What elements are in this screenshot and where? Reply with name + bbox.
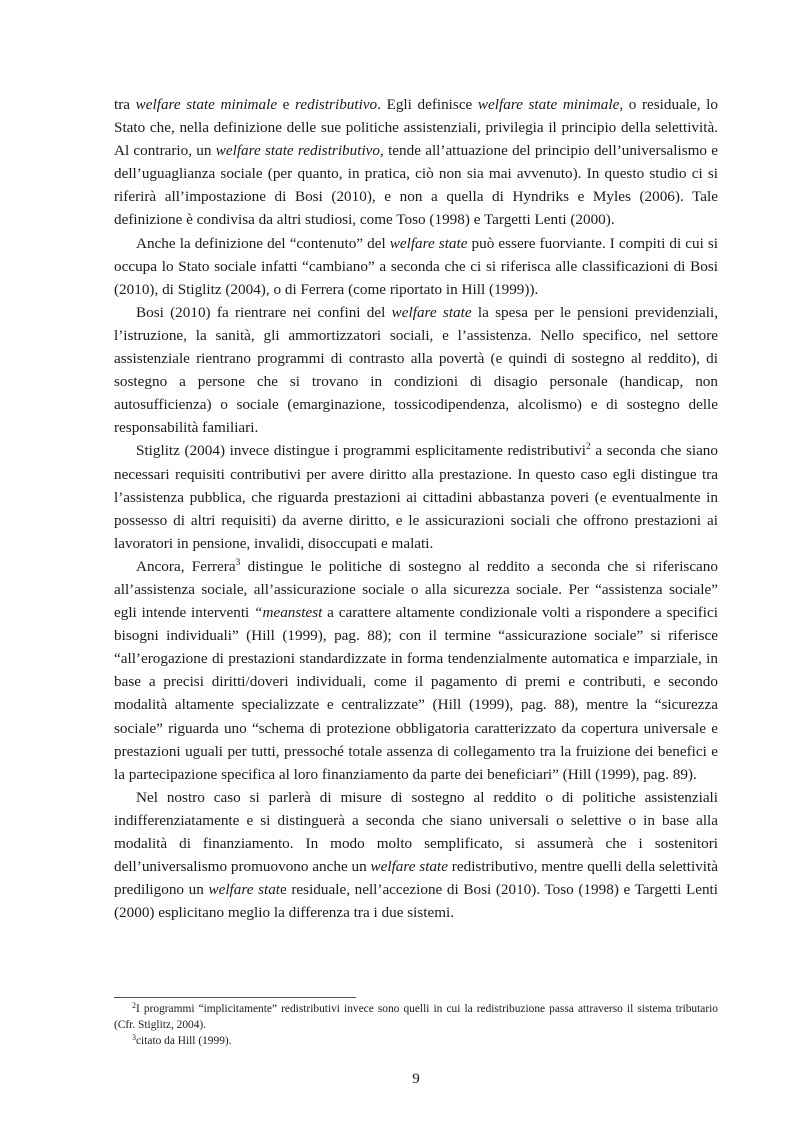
italic-term: “meanstest [254, 604, 323, 622]
italic-term: welfare stat [208, 881, 281, 899]
text-run: . Egli definisce [377, 96, 478, 113]
text-run: a carattere altamente condizionale volti a rispondere a specifici bisogni individuali” (Hill (1999), pag. 88); con il termine “assicurazione sociale” si riferisce “all’erogazione di prestazioni standardizzate in forma tendenzialmente automatica e imparziale, in base a precisi diritti/doveri individuali, come il pagamento di premi e contributi, e secondo modalità altamente specializzate e centralizzate” (Hill (1999), pag. 88), mentre la “sicurezza sociale” riguarda uno “schema di protezione obbligatoria caratterizzato da copertura universale e prestazioni uguali per tutti, pressoché totale assenza di collegamento tra la fruizione dei benefici e la partecipazione specifica al loro finanziamento da parte dei beneficiari” (Hill (1999), pag. 89). [114, 604, 718, 783]
text-run: Stiglitz (2004) invece distingue i programmi esplicitamente redistributivi [136, 442, 586, 460]
text-run: redistributivo, mentre quelli della selettività prediligono un [114, 858, 718, 899]
italic-term: welfare state minimale [135, 96, 278, 113]
italic-term: redistributivo [295, 96, 378, 113]
paragraph [114, 786, 718, 925]
text-run: distingue le politiche di sostegno al reddito a seconda che si riferiscano all’assistenza sociale, all’assicurazione sociale o alla sicurezza sociale. Per “assistenza sociale” egli intende interventi [114, 557, 718, 622]
footnote-ref: 3 [235, 557, 241, 568]
footnote-text: I programmi “implicitamente” redistributivi invece sono quelli in cui la redistribuzione passa attraverso il sistema tributario (Cfr. Stiglitz, 2004). [114, 1003, 718, 1032]
footnote-mark: 3 [132, 1033, 136, 1043]
text-run: Bosi (2010) fa rientrare nei confini del [136, 303, 392, 321]
italic-term: welfare state redistributivo [215, 142, 381, 160]
italic-term: welfare state [370, 858, 448, 876]
text-run: tra [114, 96, 136, 113]
text-run: , tende all’attuazione del principio dell’universalismo e dell’uguaglianza sociale (per quanto, in pratica, ciò non sia mai avvenuto). In questo studio ci si riferirà all’impostazione di Bosi (2010), e non a quella di Hyndriks e Myles (2006). Tale definizione è condivisa da altri studiosi, come Toso (1998) e Targetti Lenti (2000). [114, 142, 718, 229]
italic-term: welfare state minimale [477, 96, 620, 113]
paragraph [114, 301, 718, 440]
page-number: 9 [412, 1070, 420, 1087]
footnote-text: citato da Hill (1999). [136, 1035, 232, 1048]
paragraph [114, 555, 718, 786]
footnote-mark: 2 [132, 1001, 136, 1010]
italic-term: welfare state [389, 234, 468, 252]
text-run: la spesa per le pensioni previdenziali, l’istruzione, la sanità, gli ammortizzatori sociali, e l’assistenza. Nello specifico, nel settore assistenziale rientrano programmi di contrasto alla povertà (e quindi di sostegno al reddito), di sostegno a persone che si trovano in condizioni di disagio personale (handicap, non autosufficienza) o sociale (emarginazione, tossicodipendenza, alcolismo) e di sostegno delle responsabilità familiari. [114, 303, 718, 437]
paragraph [114, 439, 718, 554]
text-run: a seconda che siano necessari requisiti contributivi per avere diritto alla prestazione. In questo caso egli distingue tra l’assistenza pubblica, che riguarda prestazioni ai cittadini abbastanza poveri (e eventualmente in possesso di altri requisiti) da averne diritto, e le assicurazioni sociali che offrono prestazioni ai lavoratori in pensione, invalidi, disoccupati e malati. [114, 442, 718, 552]
footnote-ref: 2 [585, 442, 591, 453]
text-run: e residuale, nell’accezione di Bosi (2010). Toso (1998) e Targetti Lenti (2000) esplicitano meglio la differenza tra i due sistemi. [114, 881, 718, 922]
text-run: Anche la definizione del “contenuto” del [136, 234, 390, 252]
body-text [114, 93, 718, 924]
text-run: Nel nostro caso si parlerà di misure di sostegno al reddito o di politiche assistenziali indifferenziatamente e si distinguerà a seconda che siano universali o selettive o in base alla modalità di finanziamento. In modo molto semplificato, si assumerà che i sostenitori dell’universalismo promuovono anche un [114, 788, 718, 876]
paragraph [114, 232, 718, 301]
paragraph [114, 93, 718, 232]
footnote-separator [114, 997, 356, 998]
footnotes [114, 1001, 718, 1050]
footnote [114, 1033, 718, 1049]
text-run: può essere fuorviante. I compiti di cui si occupa lo Stato sociale infatti “cambiano” a seconda che ci si riferisca alle classificazioni di Bosi (2010), di Stiglitz (2004), o di Ferrera (come riportato in Hill (1999)). [114, 234, 718, 298]
italic-term: welfare state [391, 303, 472, 321]
text-run: , o residuale, lo Stato che, nella definizione delle sue politiche assistenziali, privilegia il principio della selettività. Al contrario, un [114, 96, 718, 160]
text-run: Ancora, Ferrera [136, 557, 236, 575]
text-run: e [277, 96, 296, 113]
footnote [114, 1001, 718, 1033]
